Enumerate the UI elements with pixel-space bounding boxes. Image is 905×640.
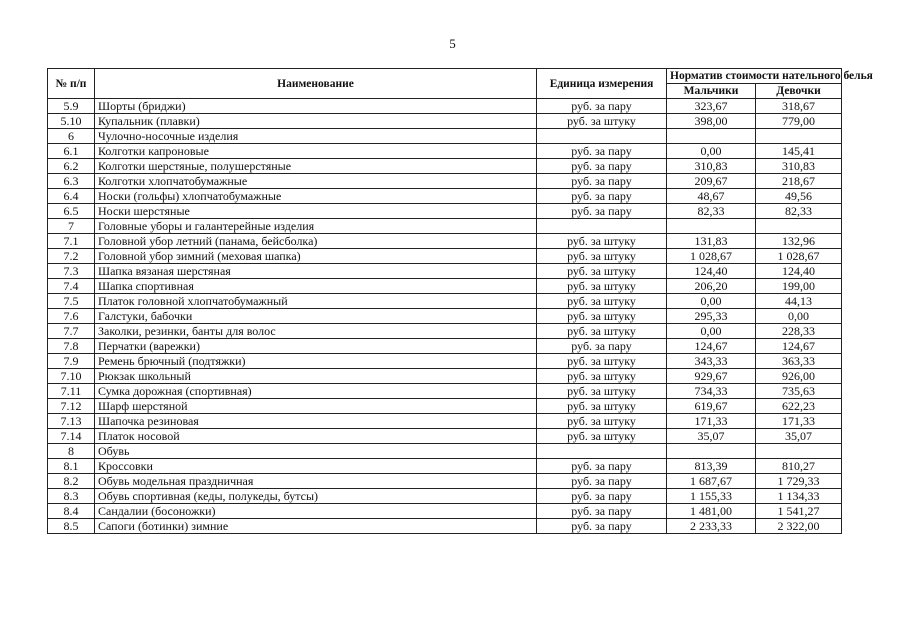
table-row (48, 174, 842, 189)
row-unit: руб. за штуку (537, 249, 667, 264)
row-unit: руб. за пару (537, 489, 667, 504)
row-unit: руб. за пару (537, 504, 667, 519)
row-boys-value: 813,39 (667, 459, 756, 474)
row-girls-value (756, 444, 842, 459)
table-row (48, 474, 842, 489)
table-row (48, 339, 842, 354)
row-boys-value: 2 233,33 (667, 519, 756, 534)
row-num: 6.2 (48, 159, 95, 174)
row-num: 7.14 (48, 429, 95, 444)
row-num: 6.5 (48, 204, 95, 219)
row-unit: руб. за штуку (537, 354, 667, 369)
row-name: Носки шерстяные (95, 204, 537, 219)
header-boys: Мальчики (667, 84, 756, 99)
row-boys-value (667, 444, 756, 459)
row-girls-value: 228,33 (756, 324, 842, 339)
row-num: 8.3 (48, 489, 95, 504)
row-name: Шарф шерстяной (95, 399, 537, 414)
row-num: 6.4 (48, 189, 95, 204)
row-num: 7.12 (48, 399, 95, 414)
row-name: Обувь модельная праздничная (95, 474, 537, 489)
row-boys-value: 1 687,67 (667, 474, 756, 489)
row-girls-value: 318,67 (756, 99, 842, 114)
row-boys-value: 206,20 (667, 279, 756, 294)
row-num: 6.1 (48, 144, 95, 159)
row-boys-value: 310,83 (667, 159, 756, 174)
row-num: 7.11 (48, 384, 95, 399)
row-unit: руб. за штуку (537, 279, 667, 294)
row-unit: руб. за штуку (537, 114, 667, 129)
row-name: Сандалии (босоножки) (95, 504, 537, 519)
row-boys-value: 0,00 (667, 144, 756, 159)
table-row (48, 309, 842, 324)
row-num: 6.3 (48, 174, 95, 189)
row-boys-value: 124,40 (667, 264, 756, 279)
table-row (48, 414, 842, 429)
row-unit: руб. за пару (537, 189, 667, 204)
row-boys-value: 619,67 (667, 399, 756, 414)
table-row (48, 294, 842, 309)
row-name: Носки (гольфы) хлопчатобумажные (95, 189, 537, 204)
row-name: Шапочка резиновая (95, 414, 537, 429)
row-unit: руб. за пару (537, 459, 667, 474)
row-name: Шапка спортивная (95, 279, 537, 294)
row-name: Платок головной хлопчатобумажный (95, 294, 537, 309)
row-unit: руб. за штуку (537, 429, 667, 444)
row-num: 8.5 (48, 519, 95, 534)
row-unit: руб. за штуку (537, 294, 667, 309)
table-row (48, 129, 842, 144)
table-row (48, 429, 842, 444)
row-name: Сапоги (ботинки) зимние (95, 519, 537, 534)
row-girls-value: 1 729,33 (756, 474, 842, 489)
row-boys-value: 82,33 (667, 204, 756, 219)
row-boys-value: 171,33 (667, 414, 756, 429)
row-num: 7.5 (48, 294, 95, 309)
row-name: Чулочно-носочные изделия (95, 129, 537, 144)
row-unit: руб. за пару (537, 519, 667, 534)
table-row (48, 234, 842, 249)
row-boys-value (667, 219, 756, 234)
table-body (48, 99, 842, 534)
table-row (48, 489, 842, 504)
row-unit: руб. за пару (537, 339, 667, 354)
row-num: 5.10 (48, 114, 95, 129)
row-unit: руб. за пару (537, 174, 667, 189)
table-row (48, 114, 842, 129)
row-girls-value: 44,13 (756, 294, 842, 309)
row-name: Шорты (бриджи) (95, 99, 537, 114)
row-num: 7 (48, 219, 95, 234)
table-row (48, 189, 842, 204)
row-girls-value: 82,33 (756, 204, 842, 219)
row-name: Головные уборы и галантерейные изделия (95, 219, 537, 234)
row-boys-value: 0,00 (667, 294, 756, 309)
row-boys-value: 1 155,33 (667, 489, 756, 504)
row-boys-value: 343,33 (667, 354, 756, 369)
row-num: 7.10 (48, 369, 95, 384)
row-unit (537, 129, 667, 144)
row-name: Купальник (плавки) (95, 114, 537, 129)
row-girls-value: 124,40 (756, 264, 842, 279)
row-boys-value: 48,67 (667, 189, 756, 204)
row-name: Шапка вязаная шерстяная (95, 264, 537, 279)
row-unit: руб. за штуку (537, 399, 667, 414)
row-girls-value: 199,00 (756, 279, 842, 294)
row-girls-value (756, 129, 842, 144)
row-unit: руб. за пару (537, 144, 667, 159)
table-row (48, 249, 842, 264)
row-name: Колготки шерстяные, полушерстяные (95, 159, 537, 174)
row-num: 7.9 (48, 354, 95, 369)
row-num: 8.1 (48, 459, 95, 474)
row-girls-value (756, 219, 842, 234)
row-name: Перчатки (варежки) (95, 339, 537, 354)
row-girls-value: 2 322,00 (756, 519, 842, 534)
row-girls-value: 35,07 (756, 429, 842, 444)
page-number: 5 (449, 36, 456, 51)
row-unit: руб. за штуку (537, 369, 667, 384)
row-girls-value: 145,41 (756, 144, 842, 159)
row-name: Обувь (95, 444, 537, 459)
row-name: Головной убор летний (панама, бейсболка) (95, 234, 537, 249)
table-row (48, 204, 842, 219)
row-boys-value: 124,67 (667, 339, 756, 354)
row-num: 8.2 (48, 474, 95, 489)
table-row (48, 219, 842, 234)
row-girls-value: 735,63 (756, 384, 842, 399)
table-row (48, 384, 842, 399)
row-boys-value: 295,33 (667, 309, 756, 324)
row-boys-value: 323,67 (667, 99, 756, 114)
row-name: Платок носовой (95, 429, 537, 444)
row-boys-value: 1 481,00 (667, 504, 756, 519)
row-girls-value: 124,67 (756, 339, 842, 354)
row-unit: руб. за штуку (537, 264, 667, 279)
row-boys-value: 209,67 (667, 174, 756, 189)
row-boys-value: 929,67 (667, 369, 756, 384)
row-boys-value (667, 129, 756, 144)
row-name: Галстуки, бабочки (95, 309, 537, 324)
row-girls-value: 132,96 (756, 234, 842, 249)
row-unit: руб. за пару (537, 159, 667, 174)
row-girls-value: 1 028,67 (756, 249, 842, 264)
row-girls-value: 0,00 (756, 309, 842, 324)
table-row (48, 444, 842, 459)
row-unit: руб. за штуку (537, 234, 667, 249)
row-num: 8 (48, 444, 95, 459)
row-num: 7.3 (48, 264, 95, 279)
row-boys-value: 1 028,67 (667, 249, 756, 264)
row-girls-value: 171,33 (756, 414, 842, 429)
header-unit: Единица измерения (537, 69, 667, 99)
row-num: 7.7 (48, 324, 95, 339)
row-name: Сумка дорожная (спортивная) (95, 384, 537, 399)
table-row (48, 504, 842, 519)
table-row (48, 264, 842, 279)
table-row (48, 354, 842, 369)
row-boys-value: 0,00 (667, 324, 756, 339)
row-num: 7.13 (48, 414, 95, 429)
row-unit: руб. за штуку (537, 309, 667, 324)
table-row (48, 144, 842, 159)
row-num: 7.2 (48, 249, 95, 264)
row-girls-value: 810,27 (756, 459, 842, 474)
row-name: Головной убор зимний (меховая шапка) (95, 249, 537, 264)
row-girls-value: 1 134,33 (756, 489, 842, 504)
row-girls-value: 1 541,27 (756, 504, 842, 519)
table-row (48, 279, 842, 294)
row-name: Кроссовки (95, 459, 537, 474)
row-unit: руб. за штуку (537, 414, 667, 429)
row-boys-value: 35,07 (667, 429, 756, 444)
row-num: 8.4 (48, 504, 95, 519)
row-unit: руб. за штуку (537, 324, 667, 339)
header-norm-group: Норматив стоимости нательного белья (667, 69, 842, 84)
row-num: 7.8 (48, 339, 95, 354)
row-unit: руб. за штуку (537, 384, 667, 399)
header-num: № п/п (48, 69, 95, 99)
header-girls: Девочки (756, 84, 842, 99)
row-num: 7.1 (48, 234, 95, 249)
row-name: Колготки капроновые (95, 144, 537, 159)
table-row (48, 519, 842, 534)
row-name: Рюкзак школьный (95, 369, 537, 384)
row-girls-value: 622,23 (756, 399, 842, 414)
row-num: 6 (48, 129, 95, 144)
row-girls-value: 779,00 (756, 114, 842, 129)
row-boys-value: 734,33 (667, 384, 756, 399)
row-unit (537, 444, 667, 459)
row-girls-value: 49,56 (756, 189, 842, 204)
table-row (48, 459, 842, 474)
table-row (48, 159, 842, 174)
header-name: Наименование (95, 69, 537, 99)
row-num: 7.4 (48, 279, 95, 294)
row-unit: руб. за пару (537, 99, 667, 114)
row-unit (537, 219, 667, 234)
table-row (48, 99, 842, 114)
row-name: Заколки, резинки, банты для волос (95, 324, 537, 339)
table-row (48, 399, 842, 414)
row-unit: руб. за пару (537, 474, 667, 489)
table-row (48, 324, 842, 339)
row-boys-value: 131,83 (667, 234, 756, 249)
row-unit: руб. за пару (537, 204, 667, 219)
row-num: 7.6 (48, 309, 95, 324)
row-boys-value: 398,00 (667, 114, 756, 129)
row-name: Колготки хлопчатобумажные (95, 174, 537, 189)
table-row (48, 369, 842, 384)
row-name: Ремень брючный (подтяжки) (95, 354, 537, 369)
row-girls-value: 310,83 (756, 159, 842, 174)
row-num: 5.9 (48, 99, 95, 114)
norm-table (47, 68, 873, 534)
row-girls-value: 926,00 (756, 369, 842, 384)
row-name: Обувь спортивная (кеды, полукеды, бутсы) (95, 489, 537, 504)
row-girls-value: 363,33 (756, 354, 842, 369)
row-girls-value: 218,67 (756, 174, 842, 189)
